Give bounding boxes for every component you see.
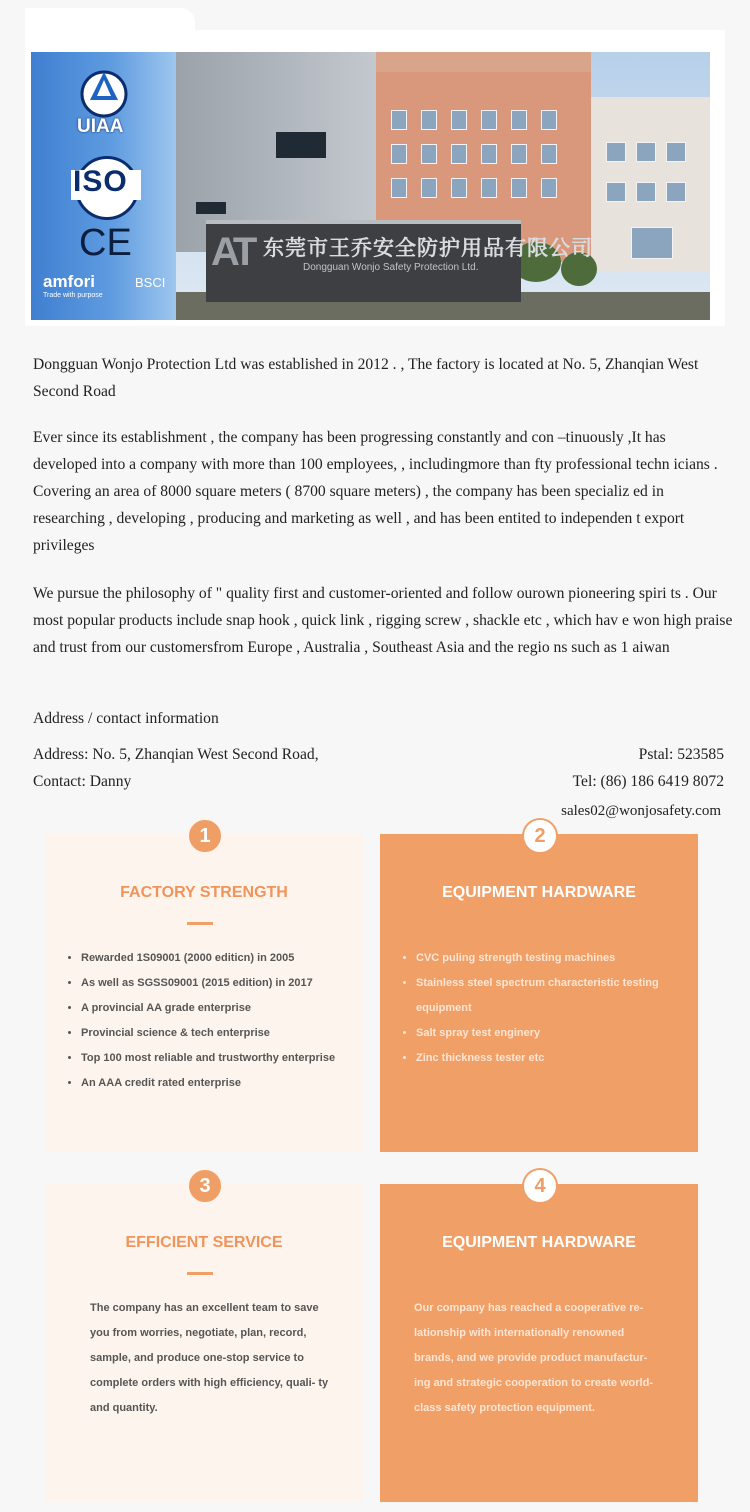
card-number-badge: 1 [187, 818, 223, 854]
list-item: • An AAA credit rated enterprise [81, 1071, 335, 1096]
list-item: • Stainless steel spectrum characteristic testing equipment [416, 971, 686, 1021]
address-line: Address: No. 5, Zhanqian West Second Road, [33, 746, 319, 763]
sign-english-name: Dongguan Wonjo Safety Protection Ltd. [303, 262, 479, 273]
intro-paragraph-3: We pursue the philosophy of " quality first and customer-oriented and follow ourown pioneering spiri ts . Our most popular products include snap hook , quick link , rigging screw , shackle etc , which hav e won high praise and trust from our customersfrom Europe , Australia , Southeast Asia and the regio ns such as 1 aiwan [33, 585, 733, 656]
card-list [65, 946, 335, 1096]
office-building-roof [376, 52, 591, 74]
intro-paragraph-2: Ever since its establishment , the company has been progressing constantly and con –tinuously ,It has developed into a company with more than 100 employees, , includingmore than fty professional techn icians . Covering an area of 8000 square meters ( 8700 square meters) , the company has been specializ ed in researching , developing , producing and marketing as well , and has been entited to independen t export privileges [33, 429, 718, 554]
ce-mark: CE [79, 222, 132, 264]
card-list [400, 946, 686, 1071]
uiaa-logo-icon [78, 66, 130, 118]
feature-card-efficient-service [45, 1175, 363, 1502]
list-item: • Salt spray test enginery [416, 1021, 686, 1046]
card-text: The company has an excellent team to save you from worries, negotiate, plan, record, sample, and produce one-stop service to complete orders with high efficiency, quali- ty and quantity. [90, 1302, 329, 1414]
card-title: EQUIPMENT HARDWARE [442, 884, 636, 901]
card-number-badge: 2 [522, 818, 558, 854]
sign-chinese-name: 东莞市王乔安全防护用品有限公司 [263, 236, 593, 260]
feature-card-equipment-hardware-2 [380, 1175, 698, 1502]
card-text: Our company has reached a cooperative re- lationship with internationally renowned brands, and we provide product manufactur- ing and strategic cooperation to create world-class safety protection equipment. [414, 1302, 653, 1414]
card-number-badge: 4 [522, 1168, 558, 1204]
card-number-badge: 3 [187, 1168, 223, 1204]
postal-code: Pstal: 523585 [638, 746, 724, 763]
feature-card-equipment-hardware [380, 825, 698, 1152]
list-item: • Rewarded 1S09001 (2000 editicn) in 2005 [81, 946, 335, 971]
amfori-slogan: Trade with purpose [43, 292, 103, 299]
contact-right [573, 741, 724, 795]
intro-paragraph-1: Dongguan Wonjo Protection Ltd was established in 2012 . , The factory is located at No. 5, Zhanqian West Second Road [33, 356, 699, 400]
list-item: • Provincial science & tech enterprise [81, 1021, 335, 1046]
card-title: EFFICIENT SERVICE [125, 1234, 283, 1251]
list-item: • Top 100 most reliable and trustworthy enterprise [81, 1046, 335, 1071]
list-item: • Zinc thickness tester etc [416, 1046, 686, 1071]
contact-heading: Address / contact information [33, 710, 219, 727]
card-title: FACTORY STRENGTH [120, 884, 288, 901]
list-item: • A provincial AA grade enterprise [81, 996, 335, 1021]
iso-label: ISO [73, 165, 128, 198]
contact-left [33, 741, 319, 795]
feature-card-factory-strength [45, 825, 363, 1152]
warehouse-window [196, 202, 226, 214]
telephone: Tel: (86) 186 6419 8072 [572, 773, 724, 790]
warehouse-window [276, 132, 326, 158]
uiaa-label: UIAA [77, 116, 124, 137]
factory-hero-image [31, 52, 710, 320]
list-item: • As well as SGSS09001 (2015 edition) in 2017 [81, 971, 335, 996]
amfori-label: amfori [43, 272, 95, 291]
bsci-label: BSCI [135, 275, 166, 290]
certification-panel [31, 52, 176, 320]
title-divider [187, 922, 213, 925]
email-address[interactable]: sales02@wonjosafety.com [561, 803, 721, 819]
title-divider [187, 1272, 213, 1275]
sign-logo: AT [211, 230, 254, 274]
list-item: • CVC puling strength testing machines [416, 946, 686, 971]
contact-person: Contact: Danny [33, 773, 132, 790]
card-title: EQUIPMENT HARDWARE [442, 1234, 636, 1251]
